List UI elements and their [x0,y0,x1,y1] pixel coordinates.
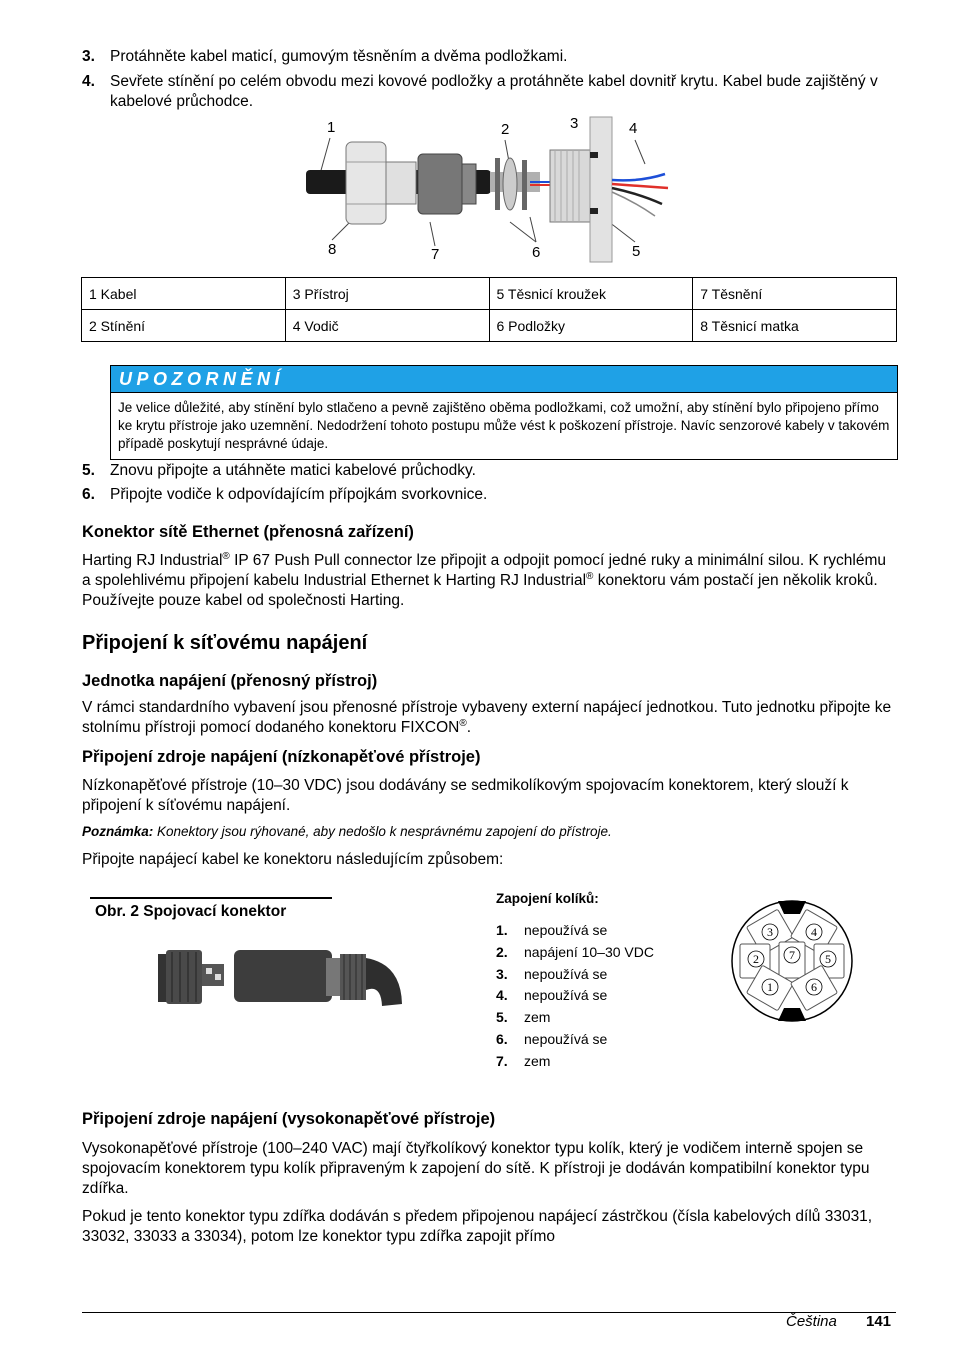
list-item [496,985,654,1007]
callout-3: 3 [570,115,579,132]
low-voltage-paragraph: Nízkonapěťové přístroje (10–30 VDC) jsou dodávány se sedmikolíkovým spojovacím konektorem, který slouží k připojení k síťovému napájení. [82,777,849,814]
caution-text: Je velice důležité, aby stínění bylo stlačeno a pevně zajištěno oběma podložkami, což umožní, aby stínění bylo připojeno přímo ke krytu přístroje jako uzemnění. Nedodržení tohoto postupu může vést k poškození přístroje. Navíc senzorové kabely v takovém případě poskytují nesprávné údaje. [118,400,890,451]
low-voltage-heading: Připojení zdroje napájení (nízkonapěťové přístroje) [82,748,481,766]
footer-rule [82,1312,896,1313]
high-voltage-heading: Připojení zdroje napájení (vysokonapěťové přístroje) [82,1110,496,1128]
legend-cell: 1 Kabel [82,278,286,310]
legend-cell: 8 Těsnicí matka [693,310,897,342]
legend-cell: 5 Těsnicí kroužek [489,278,693,310]
unit-heading: Jednotka napájení (přenosný přístroj) [82,672,378,690]
power-heading: Připojení k síťovému napájení [82,632,368,654]
callout-5: 5 [632,243,641,260]
pin-label-4: 4 [811,925,817,939]
ethernet-text-2: IP 67 Push Pull connector lze připojit a odpojit pomocí jedné ruky a minimální silou. K rychlému a spolehlivému připojení kabelu Industrial Ethernet k Harting RJ Industrial [82,552,887,589]
wires [612,174,668,216]
callout-2: 2 [501,121,510,138]
pin-text: nepoužívá se [524,987,608,1004]
callout-1: 1 [327,119,336,136]
ethernet-paragraph [82,551,892,611]
legend-cell: 2 Stínění [82,310,286,342]
instrument-wall [590,117,612,262]
caution-title: UPOZORNĚNÍ [111,366,897,393]
list-item [496,942,654,964]
step-text: Protáhněte kabel maticí, gumovým těsněním a dvěma podložkami. [110,48,568,65]
pin-number: 4. [496,987,508,1004]
legend-table [81,277,897,342]
pin-list [496,920,654,1073]
callout-8: 8 [328,241,337,258]
pin-label-6: 6 [811,980,817,994]
page-number: 141 [866,1313,892,1330]
legend-cell: 6 Podložky [489,310,693,342]
ethernet-text-3: konektoru vám postačí jen několik kroků. Používejte pouze kabel od společnosti Harting. [82,572,878,609]
gland-body [550,150,590,222]
legend-cell: 4 Vodič [285,310,489,342]
registered-mark: ® [586,570,594,582]
pin-label-1: 1 [767,980,773,994]
callout-4: 4 [629,120,638,137]
list-item [496,1029,654,1051]
caution-box [110,365,898,460]
list-item [496,920,654,942]
high-voltage-paragraph-1: Vysokonapěťové přístroje (100–240 VAC) mají čtyřkolíkový konektor typu kolík, který je vodičem interně spojen se spojovacím konektorem typu kolík připraveným k zapojení do sítě. K přístroji je dodáván kompatibilní konektor typu zdířka. [82,1140,870,1197]
note [82,822,892,842]
pins-title: Zapojení kolíků: [496,891,599,906]
registered-mark: ® [222,550,230,562]
figure-caption-rule [90,897,332,899]
unit-text-end: . [466,719,472,736]
pin-number: 2. [496,943,508,960]
connect-paragraph: Připojte napájecí kabel ke konektoru následujícím způsobem: [82,851,504,868]
list-item [496,964,654,986]
pin-number: 1. [496,922,508,938]
list-item [496,1007,654,1029]
note-text: Konektory jsou rýhované, aby nedošlo k nesprávnému zapojení do přístroje. [153,824,612,839]
pin-label-7: 7 [789,948,795,962]
ethernet-text-1: Harting RJ Industrial [82,552,223,569]
step-text: Znovu připojte a utáhněte matici kabelové průchodky. [110,462,476,479]
pin-label-2: 2 [753,952,759,966]
step-number: 6. [82,486,95,503]
callout-6: 6 [532,244,541,261]
list-item [496,1051,654,1073]
table-row [82,278,897,310]
legend-cell: 3 Přístroj [285,278,489,310]
callout-7: 7 [431,246,440,263]
pin-text: napájení 10–30 VDC [524,943,654,960]
pin-number: 5. [496,1009,508,1026]
ethernet-heading: Konektor sítě Ethernet (přenosná zařízení) [82,523,414,541]
pin-text: nepoužívá se [524,1030,608,1047]
registered-mark: ® [459,717,467,729]
table-row [82,310,897,342]
unit-paragraph [82,698,892,738]
sealing-nut [346,142,416,224]
high-voltage-paragraph-2: Pokud je tento konektor typu zdířka dodáván s předem připojenou napájecí zástrčkou (čísla kabelových dílů 33031, 33032, 33033 a 33034), potom lze konektor typu zdířka zapojit přímo [82,1208,873,1245]
step-number: 4. [82,73,95,90]
connector-image [156,944,414,1008]
pin-label-5: 5 [825,952,831,966]
step-number: 5. [82,462,95,479]
pin-number: 7. [496,1052,508,1069]
footer-language: Čeština [786,1313,837,1330]
pin-number: 3. [496,965,508,982]
legend-cell: 7 Těsnění [693,278,897,310]
pin-label-3: 3 [767,925,773,939]
pin-text: nepoužívá se [524,922,608,938]
note-label: Poznámka: [82,824,154,839]
step-number: 3. [82,48,95,65]
step-text: Připojte vodiče k odpovídajícím přípojkám svorkovnice. [110,486,488,503]
cable-gland-figure [300,112,680,267]
seal [418,154,462,214]
step-text: Sevřete stínění po celém obvodu mezi kovové podložky a protáhněte kabel dovnitř krytu. Kabel bude zajištěný v kabelové průchodce. [110,73,878,110]
pin-text: zem [524,1052,551,1069]
pin-text: nepoužívá se [524,965,608,982]
pin-text: zem [524,1009,551,1026]
unit-text: V rámci standardního vybavení jsou přenosné přístroje vybaveny externí napájecí jednotkou. Tuto jednotku připojte ke stolnímu přístroji pomocí dodaného konektoru FIXCON [82,699,892,736]
figure-caption: Obr. 2 Spojovací konektor [95,903,287,920]
pin-diagram [722,892,862,1030]
pin-number: 6. [496,1030,508,1047]
